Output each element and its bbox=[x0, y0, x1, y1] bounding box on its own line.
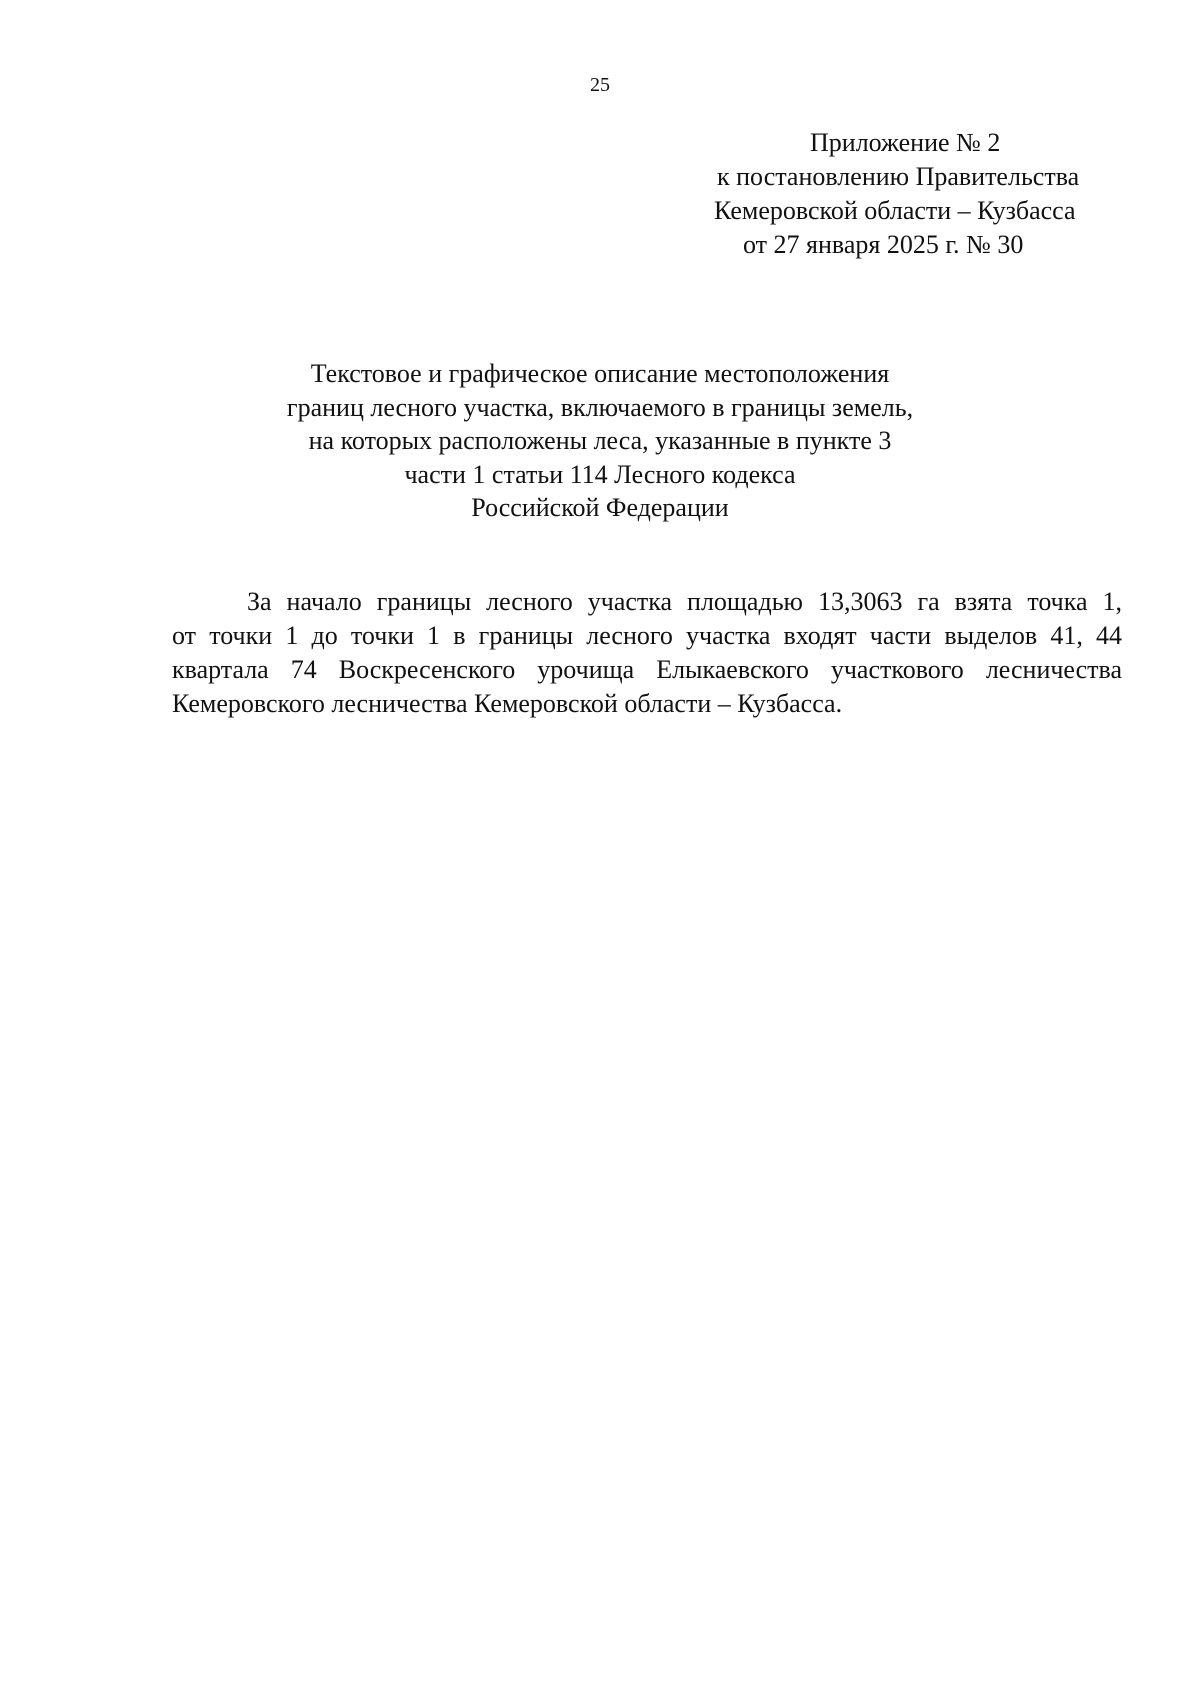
appendix-line: к постановлению Правительства bbox=[717, 162, 1080, 191]
appendix-line: Кемеровской области – Кузбасса bbox=[714, 196, 1076, 225]
title-line: Российской Федерации bbox=[471, 493, 729, 522]
body-line: Кемеровского лесничества Кемеровской области – Кузбасса. bbox=[172, 689, 843, 718]
title-line: части 1 статьи 114 Лесного кодекса bbox=[404, 459, 796, 489]
appendix-line: от 27 января 2025 г. № 30 bbox=[743, 230, 1024, 259]
body-line: За начало границы лесного участка площадью 13,3063 га взята точка 1, bbox=[247, 587, 1122, 616]
title-line: границ лесного участка, включаемого в границы земель, bbox=[286, 392, 914, 422]
appendix-header bbox=[700, 126, 1130, 262]
page-number: 25 bbox=[590, 74, 610, 96]
document-title bbox=[200, 357, 1000, 525]
appendix-line: Приложение № 2 bbox=[810, 128, 1001, 157]
title-line: Текстовое и графическое описание местоположения bbox=[310, 359, 890, 388]
body-line: квартала 74 Воскресенского урочища Елыкаевского участкового лесничества bbox=[172, 655, 1122, 684]
body-paragraph bbox=[172, 585, 1122, 721]
body-line: от точки 1 до точки 1 в границы лесного участка входят части выделов 41, 44 bbox=[172, 621, 1122, 650]
title-line: на которых расположены леса, указанные в пункте 3 bbox=[308, 426, 892, 455]
